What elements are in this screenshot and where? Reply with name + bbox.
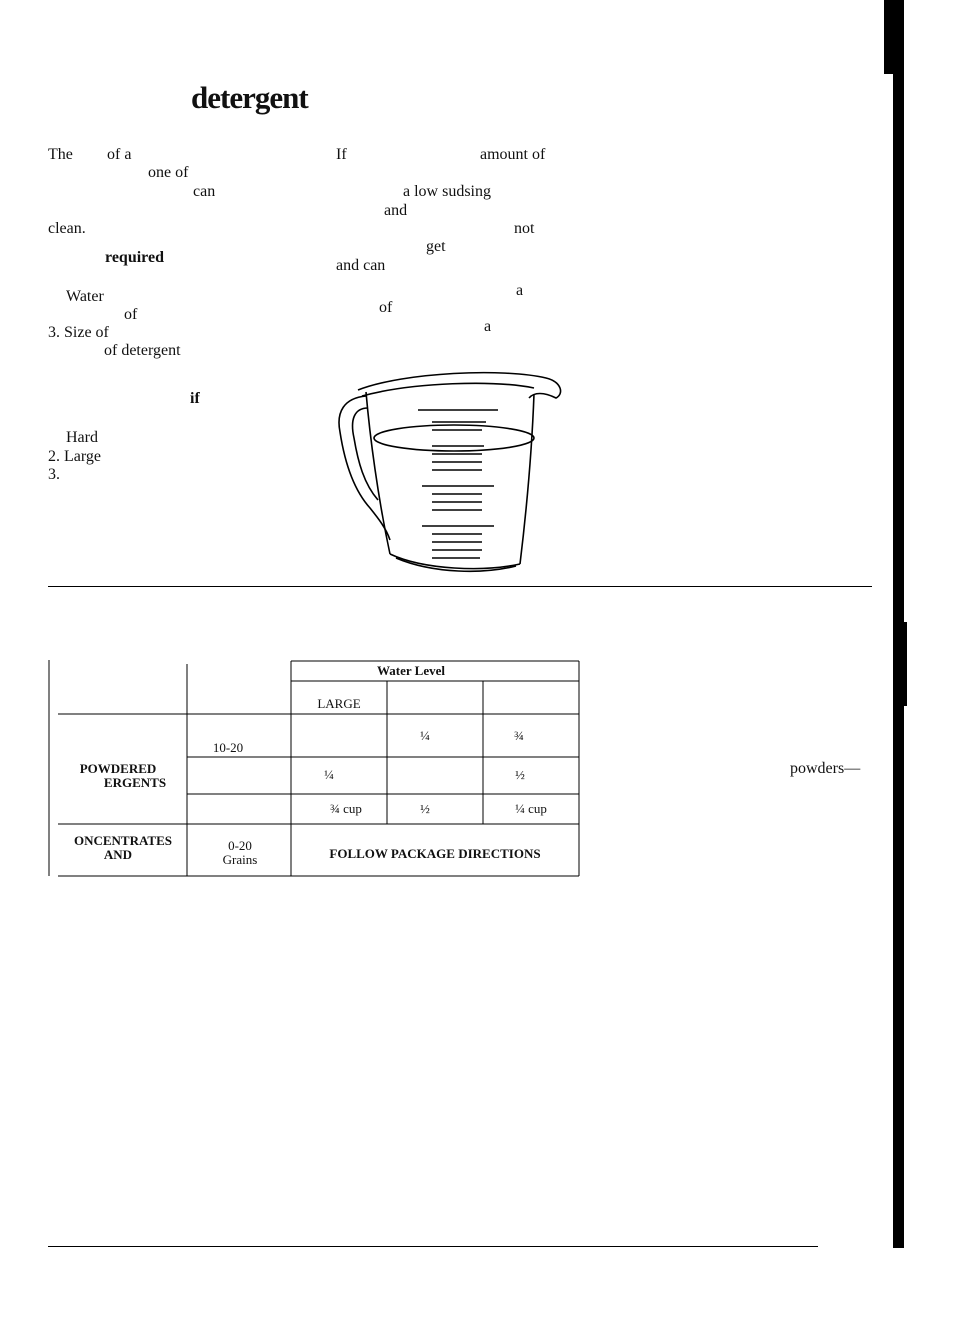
hardness-cell: 10-20 xyxy=(212,740,244,755)
right-text: and can xyxy=(336,257,386,274)
left-text: of a xyxy=(107,146,132,163)
footer-divider xyxy=(48,1246,818,1247)
right-text: and xyxy=(384,202,408,219)
powdered-label: ERGENTS xyxy=(103,775,167,790)
follow-package-directions: FOLLOW PACKAGE DIRECTIONS xyxy=(329,846,541,861)
left-text: one of xyxy=(148,164,189,181)
right-text: If xyxy=(336,146,347,163)
left-text: 2. Large xyxy=(48,448,102,465)
table-cell: ¼ xyxy=(420,728,430,743)
table-cell: ½ xyxy=(420,801,430,816)
right-text: a xyxy=(484,318,492,335)
left-text: Hard xyxy=(66,429,98,446)
table-cell: ¼ xyxy=(324,767,334,782)
left-text: Water xyxy=(66,288,104,305)
side-note-text: powders— xyxy=(790,760,861,777)
left-text: of xyxy=(124,306,138,323)
column-large: LARGE xyxy=(317,696,361,711)
concentrates-label: ONCENTRATES xyxy=(73,833,172,848)
right-text: not xyxy=(514,220,535,237)
right-text: of xyxy=(379,299,393,316)
table-cell: ½ xyxy=(515,767,525,782)
hardness-cell: Grains xyxy=(222,852,258,867)
left-text: can xyxy=(193,183,216,200)
left-text-bold: required xyxy=(105,249,164,266)
powdered-label: POWDERED xyxy=(79,761,157,776)
left-text: clean. xyxy=(48,220,86,237)
table-cell: ¾ xyxy=(514,728,524,743)
page-heading: detergent xyxy=(191,80,308,115)
concentrates-label: AND xyxy=(103,847,133,862)
left-text: of detergent xyxy=(104,342,181,359)
right-text: a xyxy=(516,282,524,299)
section-divider xyxy=(48,586,872,587)
right-text: a low sudsing xyxy=(403,183,491,200)
page-edge-tab xyxy=(893,622,907,706)
table-cell: ¼ cup xyxy=(515,801,547,816)
hardness-cell: 0-20 xyxy=(228,838,252,853)
measuring-cup-illustration xyxy=(334,368,566,578)
left-text: 3. xyxy=(48,466,60,483)
left-text-bold: if xyxy=(190,390,200,407)
right-text: amount of xyxy=(480,146,546,163)
left-text: The xyxy=(48,146,73,163)
water-level-header: Water Level xyxy=(377,663,445,678)
table-cell: ¾ cup xyxy=(330,801,362,816)
page-edge-tab-top xyxy=(884,0,904,74)
left-text: 3. Size of xyxy=(48,324,109,341)
right-text: get xyxy=(426,238,446,255)
